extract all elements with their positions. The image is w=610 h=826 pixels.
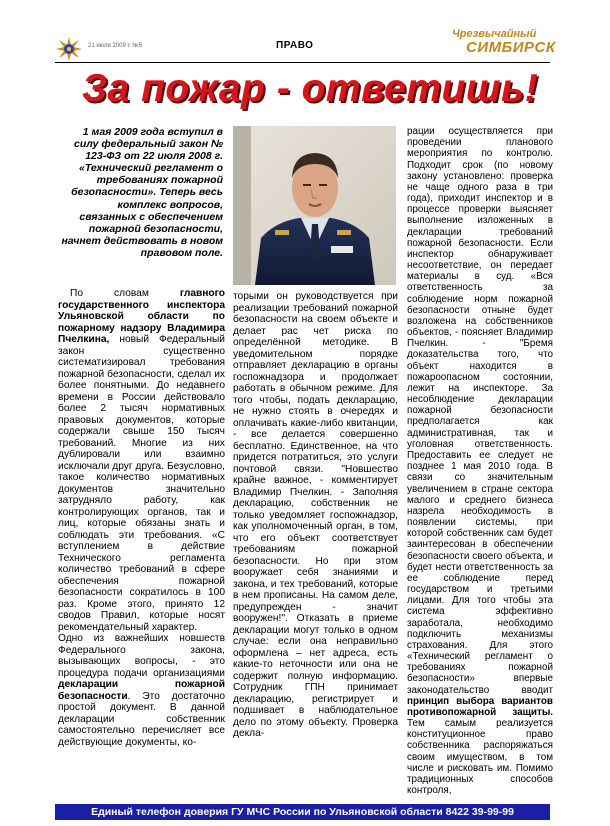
- paragraph: [58, 288, 225, 633]
- logo-line2: СИМБИРСК: [466, 39, 556, 56]
- paragraph: торыми он руководствуется при реализации требований пожарной безопасности на своем объекте и делает рас чет риска по определённой методике. В уведомительном порядке отправляет декларацию в органы госпожнадзора и продолжает работать в обычном режиме. Для того чтобы, подать декларацию, не нужно стоять в очередях и оплачивать какие-либо квитанции, - все делается совершенно бесплатно. Единственное, на что придется потратиться, это услуги почтовой связи. "Новшество крайне важное, - комментирует Владимир Пчелкин. - Заполняя декларацию, собственник не только уведомляет госпожнадзор, как уполномоченный орган, в том, что его объект соответствует требованиям пожарной безопасности. Но при этом вооружает себя знаниями и закона, и тех требований, которые в нем прописаны. На самом деле, предупрежден - значит вооружен!". Отказать в приеме декларации могут только в одном случае: если она неправильно оформлена – нет адреса, есть какие-то неточности или она не содержит полную информацию. Сотрудник ГПН принимает декларацию, регистрирует и подшивает в наблюдательное дело по этому объекту. Проверка декла-: [233, 291, 398, 739]
- issue-date: 21 июля 2009 г. №5: [88, 43, 143, 49]
- text-run: . Это достаточно простой документ. В данной декларации собственник самостоятельно перечисляет все действующие документы, ко-: [58, 690, 225, 748]
- article-column-3: [407, 126, 553, 796]
- text-run: По словам: [70, 288, 180, 299]
- article-column-1: [58, 288, 225, 748]
- section-title: ПРАВО: [276, 40, 314, 51]
- paragraph: [58, 633, 225, 748]
- text-run: новый Федеральный закон существенно систематизировал требования пожарной безопасности, сделал их более понятными. До недавнего времени в России действовало более 2 тысяч нормативных правовых документов, которые содержали свыше 150 тысяч требований. Многие из них дублировали или взаимно исключали друг друга. Безусловно, такое количество нормативных документов значительно затрудняло работу, как контролирующих органов, так и лиц, которые обязаны знать и соблюдать эти требования. «С вступлением в действие Технического регламента количество требований в сфере обеспечения пожарной безопасности сократилось в 100 раз. Кроме этого, принято 12 сводов Правил, которые носят рекомендательный характер.: [58, 334, 225, 633]
- hotline-footer: Единый телефон доверия ГУ МЧС России по Ульяновской области 8422 39-99-99: [91, 806, 514, 818]
- newspaper-logo: [452, 28, 556, 60]
- lead-text: 1 мая 2009 года вступил в силу федеральный закон № 123-ФЗ от 22 июля 2008 г. «Технический регламент о требованиях пожарной безопасности». Теперь весь комплекс вопросов, связанных с обеспечением пожарной безопасности, начнет действовать в новом правовом поле.: [61, 126, 223, 259]
- official-portrait-photo: [233, 126, 396, 285]
- text-run: рации осуществляется при проведении планового мероприятия по контролю. Подходит срок (по новому закону установлено: проверка не чаще одного раза в три года), приходит инспектор и в процессе проверки выясняет выполнение изложенных в декларации требований пожарной безопасности. Если инспектор обнаруживает несоответствие, он передает материалы в суд. «Вся ответственность за соблюдение норм пожарной безопасности отныне будет возложена на собственников объектов, - поясняет Владимир Пчелкин. - "Бремя доказательства того, что объект находится в пожароопасном состоянии, лежит на инспекторе. За несоблюдение декларации пожарной безопасности предполагается как административная, так и уголовная ответственность. Предоставить ее следует не позднее 1 мая 2010 года. В связи со значительным увеличением в стране сектора малого и среднего бизнеса назрела необходимость в появлении системы, при которой собственник сам будет заинтересован в обеспечении безопасности своего объекта, и будет нести ответственность за ее соблюдение перед государством и третьими лицами. Для того чтобы эта система эффективно заработала, необходимо подключить механизмы страхования. Для этого «Технический регламент о требованиях пожарной безопасности» впервые законодательство вводит: [407, 126, 553, 696]
- text-run: Одно из важнейших новшеств Федерального закона, вызывающих вопросы, - это процедура подачи организациями: [58, 633, 225, 679]
- paragraph: [407, 126, 553, 796]
- text-run: Тем самым реализуется конституционное право собственника распоряжаться своим имуществом, в том числе и рисковать им. Помимо традиционных способов контроля,: [407, 718, 553, 797]
- bold-run: принцип выбора вариантов противопожарной защиты.: [407, 695, 553, 718]
- article-lead: [58, 126, 223, 259]
- bold-run: декларации пожарной безопасности: [58, 679, 225, 702]
- logo-line1: Чрезвычайный: [452, 28, 537, 40]
- bold-run: главного государственного инспектора Ульяновской области по пожарному надзору Владимира Пчелкина,: [58, 288, 225, 345]
- article-headline: За пожар - ответишь!: [82, 67, 539, 110]
- article-column-2: [233, 291, 398, 740]
- emchs-emblem-icon: [55, 36, 83, 62]
- header-divider: [55, 62, 550, 63]
